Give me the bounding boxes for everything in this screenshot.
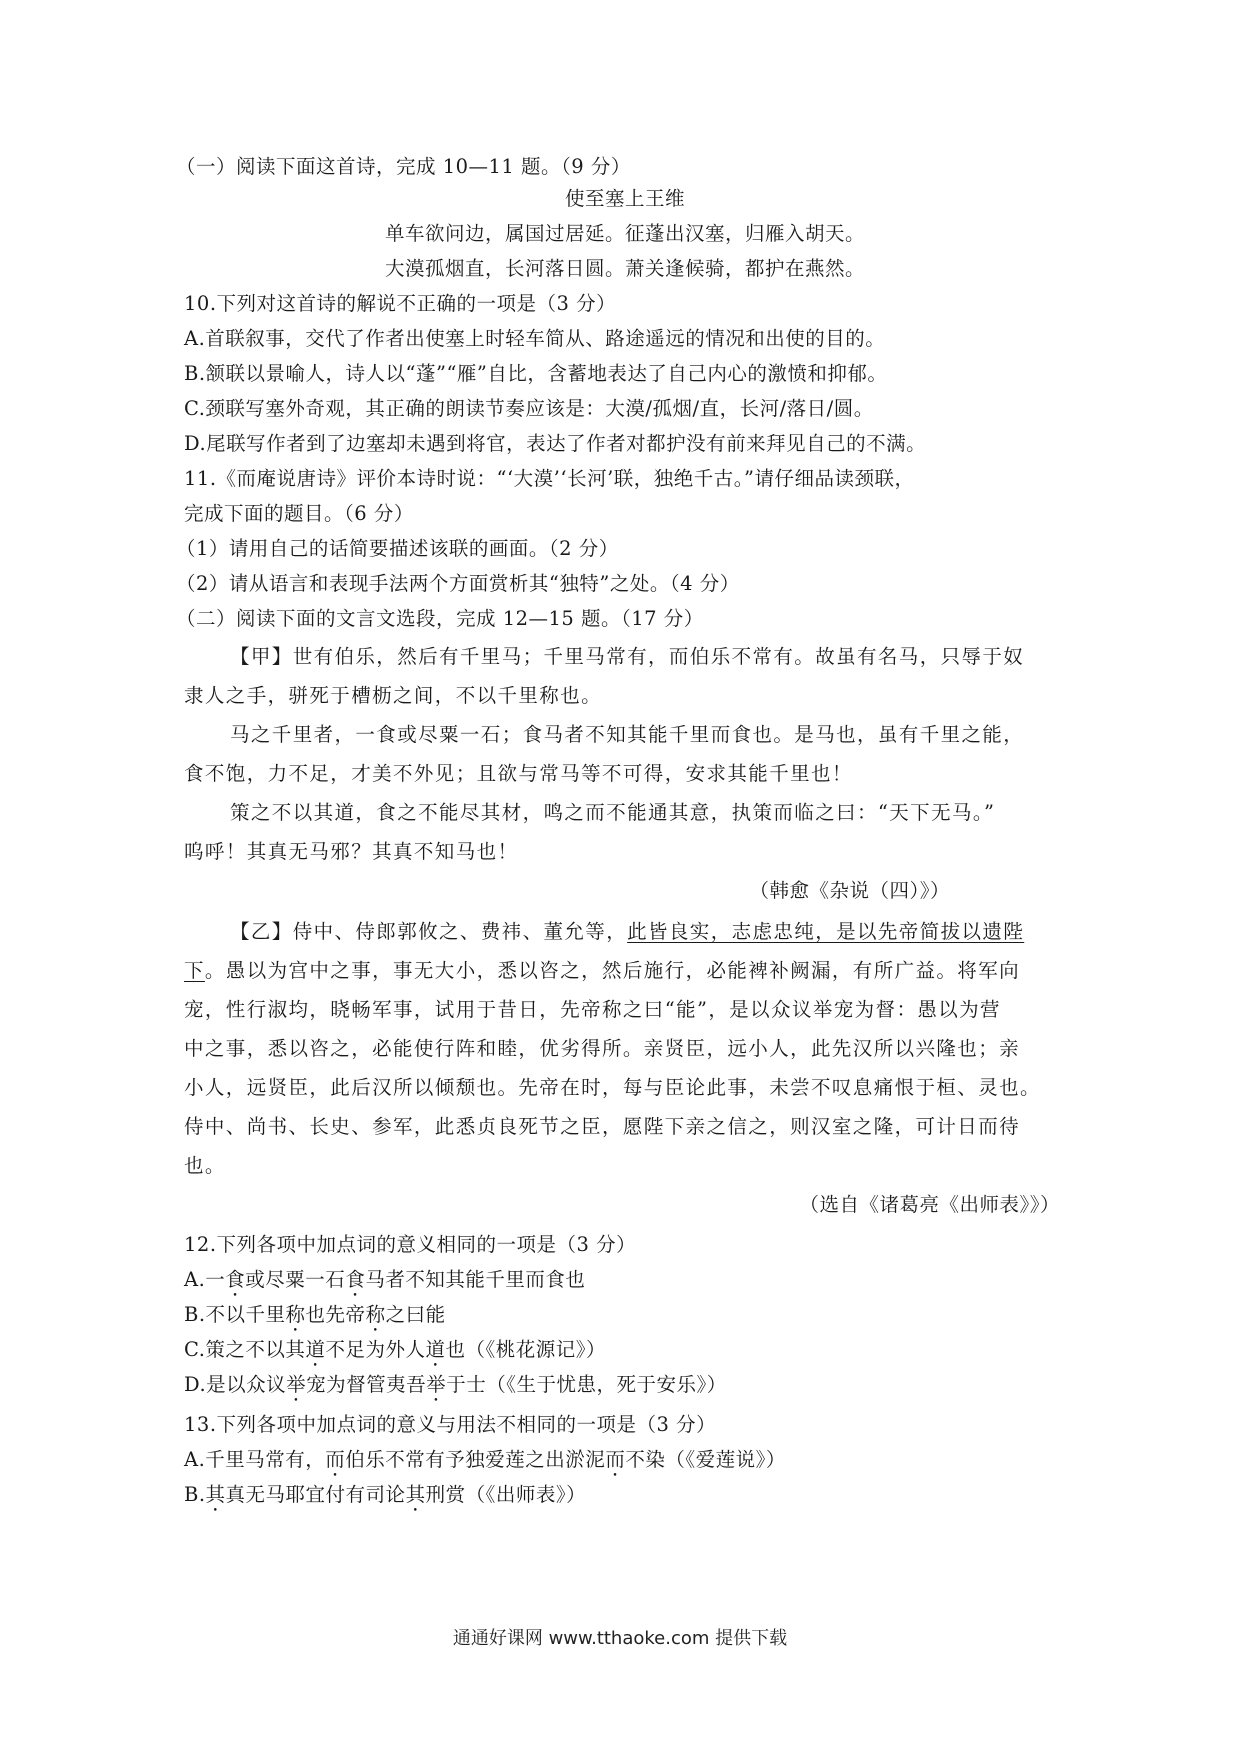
q10-option-a: A.首联叙事，交代了作者出使塞上时轻车简从、路途遥远的情况和出使的目的。 — [184, 327, 886, 350]
q12-c-dotted-word-2: 道 — [425, 1338, 446, 1361]
q12-a-dotted-word-2: 食 — [345, 1268, 366, 1291]
yi-line-7: 也。 — [184, 1154, 226, 1177]
q12-b-text-1: B.不以千里 — [184, 1303, 286, 1326]
q12-option-c — [184, 1338, 606, 1362]
jia-source: （韩愈《杂说（四）》） — [749, 879, 950, 902]
q12-d-text-3: 于士（《生于忧患，死于安乐》） — [446, 1373, 727, 1396]
q12-b-dotted-word-1: 称 — [285, 1303, 306, 1326]
q12-a-text-3: 马者不知其能千里而食也 — [365, 1268, 586, 1291]
jia-p3-line-1: 策之不以其道，食之不能尽其材，鸣之而不能通其意，执策而临之曰：“天下无马。” — [230, 801, 996, 824]
yi-line-5: 小人，远贤臣，此后汉所以倾颓也。先帝在时，每与臣论此事，未尝不叹息痛恨于桓、灵也。 — [184, 1076, 1041, 1099]
q12-a-text-2: 或尽粟一石 — [245, 1268, 346, 1291]
q12-d-dotted-word-1: 举 — [286, 1373, 307, 1396]
q12-b-dotted-word-2: 称 — [365, 1303, 386, 1326]
q10-stem: 10.下列对这首诗的解说不正确的一项是（3 分） — [184, 292, 617, 315]
q13-a-dotted-word-2: 而 — [605, 1448, 626, 1471]
q12-option-b — [184, 1303, 446, 1327]
q13-a-dotted-word-1: 而 — [325, 1448, 346, 1471]
yi-line-6: 侍中、尚书、长史、参军，此悉贞良死节之臣，愿陛下亲之信之，则汉室之隆，可计日而待 — [184, 1115, 1021, 1138]
jia-p2-line-1: 马之千里者，一食或尽粟一石；食马者不知其能千里而食也。是马也，虽有千里之能， — [230, 723, 1025, 746]
q13-stem: 13.下列各项中加点词的意义与用法不相同的一项是（3 分） — [184, 1413, 717, 1436]
q10-option-b: B.颔联以景喻人，诗人以“蓬”“雁”自比，含蓄地表达了自己内心的激愤和抑郁。 — [184, 362, 888, 385]
q13-a-text-2: 伯乐不常有予独爱莲之出淤泥 — [345, 1448, 606, 1471]
jia-p3-line-2: 呜呼！其真无马邪？其真不知马也！ — [184, 840, 519, 863]
q13-b-dotted-word-1: 其 — [205, 1483, 226, 1506]
poem-title: 使至塞上王维 — [564, 187, 685, 210]
section1-heading: （一）阅读下面这首诗，完成 10—11 题。（9 分） — [176, 155, 631, 178]
page-footer-download-notice: 通通好课网 www.tthaoke.com 提供下载 — [452, 1628, 788, 1649]
q13-option-b — [184, 1483, 586, 1507]
jia-p1-line-1: 【甲】世有伯乐，然后有千里马；千里马常有，而伯乐不常有。故虽有名马，只辱于奴 — [230, 645, 1025, 668]
q12-d-text-2: 宠为督管夷吾 — [306, 1373, 427, 1396]
q13-a-text-3: 不染（《爱莲说》） — [625, 1448, 786, 1471]
q12-option-a — [184, 1268, 585, 1292]
yi-underlined-sentence-part-2: 下 — [184, 959, 205, 982]
poem-line-1: 单车欲问边，属国过居延。征蓬出汉塞，归雁入胡天。 — [384, 222, 865, 245]
q10-option-d: D.尾联写作者到了边塞却未遇到将官，表达了作者对都护没有前来拜见自己的不满。 — [184, 432, 927, 455]
q12-b-text-2: 也先帝 — [305, 1303, 366, 1326]
jia-p1-line-2: 隶人之手，骈死于槽枥之间，不以千里称也。 — [184, 684, 603, 707]
q12-option-d — [184, 1373, 727, 1397]
q13-b-text-2: 真无马耶宜付有司论 — [225, 1483, 406, 1506]
yi-line-4: 中之事，悉以咨之，必能使行阵和睦，优劣得所。亲贤臣，远小人，此先汉所以兴隆也；亲 — [184, 1037, 1021, 1060]
q12-stem: 12.下列各项中加点词的意义相同的一项是（3 分） — [184, 1233, 637, 1256]
yi-line-2-plain: 。愚以为宫中之事，事无大小，悉以咨之，然后施行，必能裨补阙漏，有所广益。将军向 — [204, 959, 1021, 982]
yi-line-1-plain: 【乙】侍中、侍郎郭攸之、费祎、董允等， — [230, 920, 628, 943]
q12-c-text-1: C.策之不以其 — [184, 1338, 306, 1361]
q12-c-text-3: 也（《桃花源记》） — [445, 1338, 606, 1361]
q13-a-text-1: A.千里马常有， — [184, 1448, 326, 1471]
q12-c-text-2: 不足为外人 — [325, 1338, 426, 1361]
q12-a-dotted-word-1: 食 — [225, 1268, 246, 1291]
yi-line-3: 宠，性行淑均，晓畅军事，试用于昔日，先帝称之曰“能”，是以众议举宠为督：愚以为营 — [184, 998, 1001, 1021]
q10-option-c: C.颈联写塞外奇观，其正确的朗读节奏应该是：大漠/孤烟/直，长河/落日/圆。 — [184, 397, 874, 420]
jia-p2-line-2: 食不饱，力不足，才美不外见；且欲与常马等不可得，安求其能千里也！ — [184, 762, 853, 785]
yi-line-2 — [184, 959, 1020, 983]
q11-stem-line-2: 完成下面的题目。（6 分） — [184, 502, 414, 525]
q11-sub-1: （1）请用自己的话简要描述该联的画面。（2 分） — [176, 537, 619, 560]
q12-c-dotted-word-1: 道 — [305, 1338, 326, 1361]
q13-b-dotted-word-2: 其 — [405, 1483, 426, 1506]
q12-d-dotted-word-2: 举 — [426, 1373, 447, 1396]
yi-source: （选自《诸葛亮《出师表》》） — [799, 1193, 1060, 1216]
poem-line-2: 大漠孤烟直，长河落日圆。萧关逢候骑，都护在燕然。 — [384, 257, 865, 280]
q12-d-text-1: D.是以众议 — [184, 1373, 287, 1396]
yi-underlined-sentence-part-1: 此皆良实，志虑忠纯，是以先帝简拔以遗陛 — [627, 920, 1025, 943]
yi-line-1 — [230, 920, 1024, 944]
q11-sub-2: （2）请从语言和表现手法两个方面赏析其“独特”之处。（4 分） — [176, 572, 740, 595]
q13-b-text-1: B. — [184, 1483, 206, 1506]
q12-b-text-3: 之曰能 — [385, 1303, 446, 1326]
q11-stem-line-1: 11.《而庵说唐诗》评价本诗时说：“‘大漠’‘长河’联，独绝千古。”请仔细品读颈联， — [184, 467, 915, 490]
section2-heading: （二）阅读下面的文言文选段，完成 12—15 题。（17 分） — [176, 607, 704, 630]
q13-b-text-3: 刑赏（《出师表》） — [425, 1483, 587, 1506]
q12-a-text-1: A.一 — [184, 1268, 226, 1291]
q13-option-a — [184, 1448, 786, 1472]
